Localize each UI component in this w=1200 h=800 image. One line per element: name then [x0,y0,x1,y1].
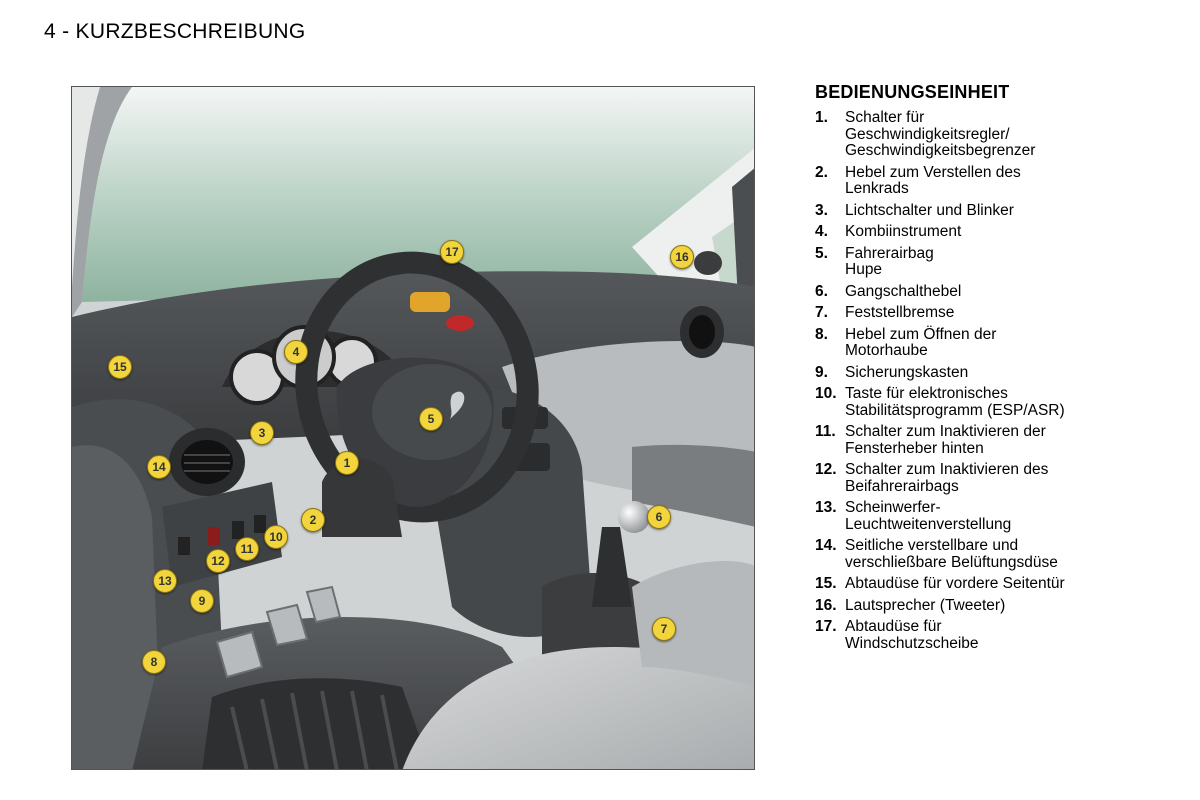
legend-item [815,500,1155,533]
legend-item-text: Gangschalthebel [845,282,962,300]
legend-item [815,203,1155,220]
legend-item [815,386,1155,419]
legend-item-text: Schalter zum Inaktivieren der Fensterheber hinten [845,423,1046,457]
callout-8: 8 [142,650,166,674]
dashboard-illustration [71,86,755,770]
callout-17: 17 [440,240,464,264]
legend-item-text: Sicherungskasten [845,363,969,381]
legend-item-text: Seitliche verstellbare und verschließbare Belüftungsdüse [845,537,1058,571]
callout-13: 13 [153,569,177,593]
callout-7: 7 [652,617,676,641]
legend-item-number: 6. [815,282,828,300]
legend-item-text: Lautsprecher (Tweeter) [845,596,1006,614]
legend-item [815,165,1155,198]
legend-item-text: Abtaudüse für vordere Seitentür [845,575,1065,592]
callout-6: 6 [647,505,671,529]
callout-12: 12 [206,549,230,573]
callout-3: 3 [250,421,274,445]
callout-5: 5 [419,407,443,431]
legend-item [815,110,1155,160]
legend-item-text: Feststellbremse [845,304,955,321]
legend-item-number: 3. [815,201,828,219]
legend-item-number: 2. [815,163,828,181]
legend-item-text: Scheinwerfer- Leuchtweitenverstellung [845,499,1012,533]
legend-item-text: Schalter zum Inaktivieren des Beifahrerairbags [845,461,1049,495]
legend-item [815,284,1155,301]
legend-item-number: 17. [815,618,837,635]
callout-9: 9 [190,589,214,613]
legend-item-number: 15. [815,575,837,592]
legend-item [815,462,1155,495]
legend-item-text: Schalter für Geschwindigkeitsregler/ Geschwindigkeitsbegrenzer [845,109,1036,159]
callout-16: 16 [670,245,694,269]
legend-item-text: Fahrerairbag Hupe [845,244,934,278]
callout-14: 14 [147,455,171,479]
dashboard-drawing [72,87,755,770]
callout-10: 10 [264,525,288,549]
legend-item-text: Lichtschalter und Blinker [845,201,1014,219]
legend-item [815,576,1155,593]
legend-item [815,327,1155,360]
legend-item-number: 10. [815,385,837,402]
legend-item-text: Hebel zum Verstellen des Lenkrads [845,163,1021,197]
legend-item-number: 7. [815,304,828,321]
legend-item [815,246,1155,279]
callout-15: 15 [108,355,132,379]
legend-item-number: 5. [815,244,828,262]
legend-panel [815,82,1155,657]
legend-item-number: 11. [815,423,836,440]
legend-item [815,619,1155,652]
legend-item-number: 4. [815,223,828,240]
legend-item [815,305,1155,322]
callout-1: 1 [335,451,359,475]
callout-2: 2 [301,508,325,532]
legend-title: BEDIENUNGSEINHEIT [815,82,1010,102]
callout-4: 4 [284,340,308,364]
legend-item-text: Hebel zum Öffnen der Motorhaube [845,325,997,359]
page-header: 4 - KURZBESCHREIBUNG [44,20,306,43]
legend-item-number: 1. [815,109,828,126]
callout-11: 11 [235,537,259,561]
legend-item [815,538,1155,571]
legend-item-text: Abtaudüse für Windschutzscheibe [845,618,979,652]
legend-item-number: 9. [815,363,828,381]
legend-item-number: 14. [815,537,837,554]
legend-item-text: Kombiinstrument [845,223,962,240]
legend-item [815,365,1155,382]
legend-item [815,424,1155,457]
legend-list [815,110,1155,652]
legend-item-text: Taste für elektronisches Stabilitätsprogramm (ESP/ASR) [845,385,1065,419]
legend-item-number: 16. [815,596,837,614]
legend-item [815,598,1155,615]
legend-item-number: 13. [815,499,837,516]
legend-item-number: 12. [815,461,837,478]
legend-item [815,224,1155,241]
legend-item-number: 8. [815,325,828,343]
